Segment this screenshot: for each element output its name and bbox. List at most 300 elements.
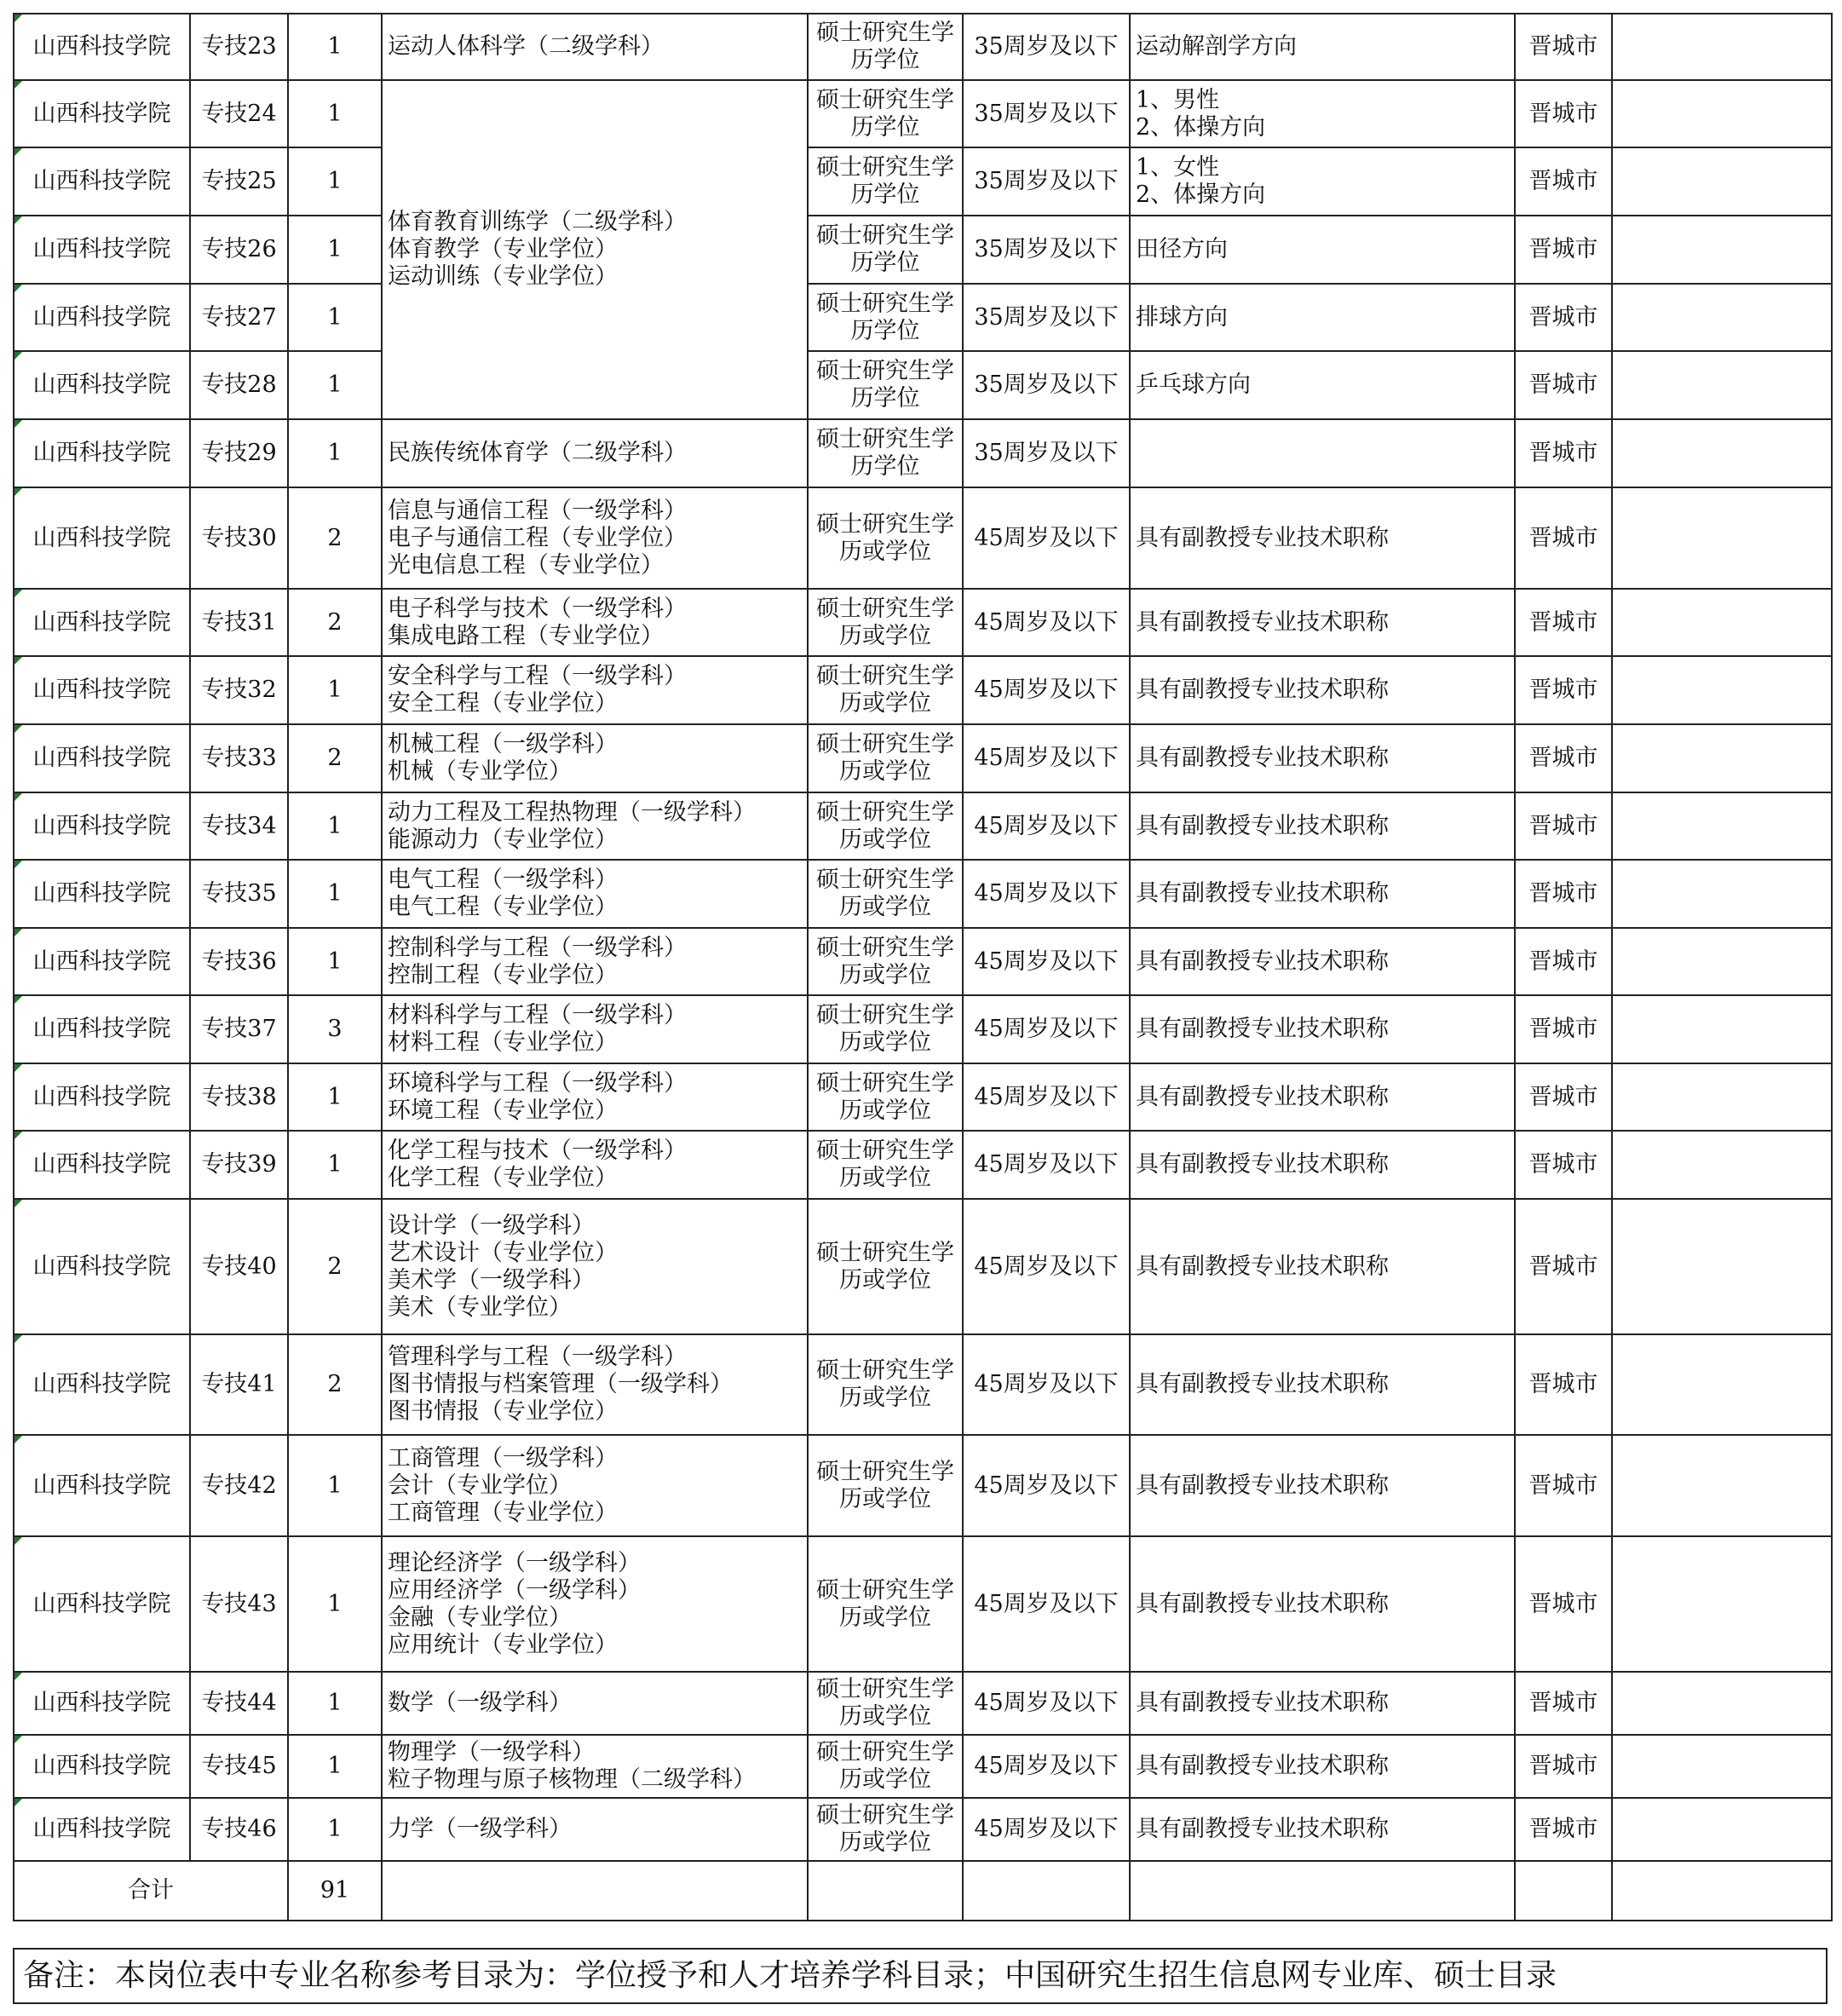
major-cell	[382, 1735, 808, 1798]
major-cell-line: 美术（专业学位）	[388, 1293, 572, 1321]
education-cell	[808, 487, 963, 589]
requirement-cell	[1130, 1199, 1515, 1334]
headcount-cell: 1	[288, 656, 382, 724]
table-row	[14, 147, 1832, 216]
major-cell	[382, 928, 808, 995]
education-cell	[808, 928, 963, 995]
unit-cell: 山西科技学院	[14, 284, 190, 351]
unit-cell: 山西科技学院	[14, 995, 190, 1063]
location-cell: 晋城市	[1515, 1334, 1612, 1435]
education-cell-line: 历学位	[850, 250, 920, 276]
position-code-cell: 专技45	[190, 1735, 288, 1798]
education-cell-line: 硕士研究生学	[816, 510, 954, 538]
requirement-cell-line: 具有副教授专业技术职称	[1136, 1753, 1389, 1779]
unit-cell: 山西科技学院	[14, 724, 190, 792]
location-cell: 晋城市	[1515, 80, 1612, 147]
unit-cell: 山西科技学院	[14, 1063, 190, 1131]
requirement-cell-line: 具有副教授专业技术职称	[1136, 1816, 1389, 1842]
requirement-cell-line: 具有副教授专业技术职称	[1136, 812, 1389, 839]
requirement-cell	[1130, 656, 1515, 724]
location-cell: 晋城市	[1515, 1798, 1612, 1861]
major-cell-line: 会计（专业学位）	[388, 1472, 572, 1499]
major-cell-line: 动力工程及工程热物理（一级学科）	[388, 798, 756, 826]
requirement-cell	[1130, 147, 1515, 216]
education-cell-line: 历或学位	[839, 1385, 931, 1411]
position-code-cell: 专技40	[190, 1199, 288, 1334]
table-row	[14, 995, 1832, 1063]
education-cell	[808, 1435, 963, 1536]
headcount-cell: 1	[288, 147, 382, 216]
age-cell: 45周岁及以下	[963, 995, 1130, 1063]
location-cell: 晋城市	[1515, 1131, 1612, 1199]
position-code-cell: 专技30	[190, 487, 288, 589]
education-cell	[808, 147, 963, 216]
education-cell-line: 硕士研究生学	[816, 290, 954, 317]
unit-cell: 山西科技学院	[14, 1798, 190, 1861]
position-code-cell: 专技33	[190, 724, 288, 792]
education-cell	[808, 1063, 963, 1131]
position-code-cell: 专技24	[190, 80, 288, 147]
position-code-cell: 专技28	[190, 351, 288, 419]
remark-cell	[1612, 147, 1832, 216]
requirement-cell	[1130, 1334, 1515, 1435]
major-cell-line: 管理科学与工程（一级学科）	[388, 1344, 687, 1370]
requirement-cell-line: 具有副教授专业技术职称	[1136, 1151, 1389, 1178]
table-row	[14, 1063, 1832, 1131]
headcount-cell: 1	[288, 14, 382, 80]
major-cell	[382, 995, 808, 1063]
major-cell	[382, 487, 808, 589]
major-cell-line: 材料工程（专业学位）	[388, 1029, 618, 1056]
unit-cell: 山西科技学院	[14, 1536, 190, 1672]
education-cell-line: 历或学位	[839, 1703, 931, 1730]
position-code-cell: 专技32	[190, 656, 288, 724]
major-cell	[382, 792, 808, 860]
education-cell	[808, 1199, 963, 1334]
major-cell-line: 能源动力（专业学位）	[388, 826, 618, 853]
requirement-cell-line: 具有副教授专业技术职称	[1136, 1253, 1389, 1280]
requirement-cell-line: 田径方向	[1136, 236, 1228, 262]
education-cell	[808, 1334, 963, 1435]
remark-cell	[1612, 1672, 1832, 1735]
headcount-cell: 1	[288, 351, 382, 419]
requirement-cell	[1130, 284, 1515, 351]
requirement-cell-line: 1、女性	[1136, 154, 1220, 181]
major-cell-line: 控制工程（专业学位）	[388, 961, 618, 988]
education-cell	[808, 792, 963, 860]
education-cell-line: 硕士研究生学	[816, 86, 954, 113]
table-row	[14, 656, 1832, 724]
requirement-cell	[1130, 1131, 1515, 1199]
headcount-cell: 2	[288, 1334, 382, 1435]
location-cell: 晋城市	[1515, 860, 1612, 928]
education-cell-line: 历或学位	[839, 1029, 931, 1056]
position-code-cell: 专技31	[190, 589, 288, 656]
position-code-cell: 专技37	[190, 995, 288, 1063]
education-cell-line: 历或学位	[839, 894, 931, 920]
age-cell: 45周岁及以下	[963, 1798, 1130, 1861]
requirement-cell	[1130, 792, 1515, 860]
unit-cell: 山西科技学院	[14, 1435, 190, 1536]
education-cell	[808, 1672, 963, 1735]
remark-cell	[1612, 656, 1832, 724]
education-cell	[808, 860, 963, 928]
location-cell: 晋城市	[1515, 792, 1612, 860]
headcount-cell: 2	[288, 487, 382, 589]
major-cell-line: 力学（一级学科）	[388, 1816, 572, 1842]
age-cell: 35周岁及以下	[963, 419, 1130, 487]
major-cell-line: 安全工程（专业学位）	[388, 690, 618, 717]
education-cell	[808, 351, 963, 419]
table-row	[14, 1334, 1832, 1435]
remark-cell	[1612, 1735, 1832, 1798]
remark-cell	[1612, 216, 1832, 284]
headcount-cell: 1	[288, 860, 382, 928]
education-cell-line: 历或学位	[839, 758, 931, 785]
education-cell-line: 硕士研究生学	[816, 595, 954, 622]
unit-cell: 山西科技学院	[14, 928, 190, 995]
education-cell-line: 硕士研究生学	[816, 1357, 954, 1384]
major-cell-line: 美术学（一级学科）	[388, 1266, 595, 1293]
major-cell	[382, 1798, 808, 1861]
remark-cell	[1612, 860, 1832, 928]
education-cell	[808, 80, 963, 147]
major-cell-line: 化学工程（专业学位）	[388, 1165, 618, 1191]
position-code-cell: 专技26	[190, 216, 288, 284]
unit-cell: 山西科技学院	[14, 860, 190, 928]
education-cell-line: 历或学位	[839, 1829, 931, 1856]
remark-cell	[1612, 80, 1832, 147]
headcount-cell: 1	[288, 80, 382, 147]
unit-cell: 山西科技学院	[14, 589, 190, 656]
major-cell-line: 图书情报与档案管理（一级学科）	[388, 1371, 733, 1397]
position-code-cell: 专技42	[190, 1435, 288, 1536]
total-row	[14, 1861, 1832, 1921]
education-cell-line: 硕士研究生学	[816, 426, 954, 452]
major-cell	[382, 1672, 808, 1735]
major-cell	[382, 860, 808, 928]
requirement-cell	[1130, 14, 1515, 80]
headcount-cell: 2	[288, 724, 382, 792]
major-cell-line: 数学（一级学科）	[388, 1690, 572, 1716]
major-cell-line: 电子科学与技术（一级学科）	[388, 595, 687, 622]
education-cell	[808, 419, 963, 487]
major-cell-line: 理论经济学（一级学科）	[388, 1549, 641, 1576]
education-cell	[808, 995, 963, 1063]
remark-cell	[1612, 1798, 1832, 1861]
table-row	[14, 1536, 1832, 1672]
major-cell-line: 运动人体科学（二级学科）	[388, 33, 664, 60]
education-cell-line: 历或学位	[839, 1766, 931, 1793]
requirement-cell	[1130, 1798, 1515, 1861]
education-cell	[808, 1798, 963, 1861]
requirement-cell-line: 具有副教授专业技术职称	[1136, 745, 1389, 771]
requirement-cell	[1130, 589, 1515, 656]
location-cell: 晋城市	[1515, 487, 1612, 589]
major-cell-line: 图书情报（专业学位）	[388, 1398, 618, 1425]
headcount-cell: 1	[288, 1063, 382, 1131]
empty-cell	[1515, 1861, 1612, 1921]
age-cell: 35周岁及以下	[963, 351, 1130, 419]
age-cell: 45周岁及以下	[963, 792, 1130, 860]
position-table	[13, 13, 1833, 1921]
total-label-cell: 合计	[14, 1861, 288, 1921]
unit-cell: 山西科技学院	[14, 216, 190, 284]
table-row	[14, 487, 1832, 589]
requirement-cell	[1130, 1435, 1515, 1536]
position-code-cell: 专技44	[190, 1672, 288, 1735]
requirement-cell-line: 2、体操方向	[1136, 181, 1266, 208]
education-cell-line: 硕士研究生学	[816, 20, 954, 46]
age-cell: 45周岁及以下	[963, 1735, 1130, 1798]
education-cell-line: 硕士研究生学	[816, 798, 954, 826]
table-row	[14, 1672, 1832, 1735]
position-code-cell: 专技29	[190, 419, 288, 487]
education-cell-line: 历学位	[850, 113, 920, 141]
unit-cell: 山西科技学院	[14, 487, 190, 589]
major-cell	[382, 80, 808, 419]
education-cell-line: 硕士研究生学	[816, 1458, 954, 1485]
education-cell-line: 历或学位	[839, 1266, 931, 1293]
headcount-cell: 1	[288, 284, 382, 351]
major-cell	[382, 1131, 808, 1199]
education-cell-line: 硕士研究生学	[816, 358, 954, 384]
requirement-cell-line: 具有副教授专业技术职称	[1136, 1083, 1389, 1110]
location-cell: 晋城市	[1515, 1199, 1612, 1334]
age-cell: 45周岁及以下	[963, 487, 1130, 589]
requirement-cell-line: 具有副教授专业技术职称	[1136, 1690, 1389, 1716]
unit-cell: 山西科技学院	[14, 1131, 190, 1199]
major-cell-line: 应用经济学（一级学科）	[388, 1576, 641, 1604]
requirement-cell	[1130, 419, 1515, 487]
education-cell	[808, 656, 963, 724]
location-cell: 晋城市	[1515, 1435, 1612, 1536]
major-cell-line: 工商管理（一级学科）	[388, 1444, 618, 1472]
empty-cell	[808, 1861, 963, 1921]
education-cell-line: 硕士研究生学	[816, 1676, 954, 1702]
age-cell: 45周岁及以下	[963, 589, 1130, 656]
education-cell	[808, 284, 963, 351]
empty-cell	[1612, 1861, 1832, 1921]
age-cell: 45周岁及以下	[963, 1435, 1130, 1536]
education-cell	[808, 1131, 963, 1199]
requirement-cell	[1130, 860, 1515, 928]
empty-cell	[382, 1861, 808, 1921]
major-cell-line: 物理学（一级学科）	[388, 1739, 595, 1765]
table-row	[14, 351, 1832, 419]
location-cell: 晋城市	[1515, 1735, 1612, 1798]
remark-cell	[1612, 1199, 1832, 1334]
education-cell-line: 历或学位	[839, 826, 931, 853]
requirement-cell-line: 1、男性	[1136, 86, 1220, 113]
major-cell	[382, 1536, 808, 1672]
requirement-cell	[1130, 351, 1515, 419]
education-cell-line: 历学位	[850, 385, 920, 412]
requirement-cell-line: 乒乓球方向	[1136, 372, 1251, 398]
unit-cell: 山西科技学院	[14, 419, 190, 487]
table-row	[14, 1798, 1832, 1861]
headcount-cell: 1	[288, 792, 382, 860]
age-cell: 45周岁及以下	[963, 1672, 1130, 1735]
age-cell: 45周岁及以下	[963, 724, 1130, 792]
requirement-cell-line: 具有副教授专业技术职称	[1136, 1590, 1389, 1617]
remark-cell	[1612, 1131, 1832, 1199]
headcount-cell: 1	[288, 1735, 382, 1798]
requirement-cell	[1130, 487, 1515, 589]
major-cell-line: 金融（专业学位）	[388, 1604, 572, 1631]
table-row	[14, 80, 1832, 147]
education-cell-line: 硕士研究生学	[816, 867, 954, 893]
requirement-cell-line: 排球方向	[1136, 303, 1228, 331]
education-cell-line: 历或学位	[839, 690, 931, 717]
major-cell	[382, 1063, 808, 1131]
table-row	[14, 284, 1832, 351]
major-cell-line: 环境工程（专业学位）	[388, 1097, 618, 1124]
location-cell: 晋城市	[1515, 589, 1612, 656]
location-cell: 晋城市	[1515, 928, 1612, 995]
table-row	[14, 1199, 1832, 1334]
age-cell: 35周岁及以下	[963, 14, 1130, 80]
remark-cell	[1612, 1435, 1832, 1536]
requirement-cell	[1130, 1536, 1515, 1672]
location-cell: 晋城市	[1515, 1672, 1612, 1735]
remark-cell	[1612, 419, 1832, 487]
requirement-cell	[1130, 1735, 1515, 1798]
headcount-cell: 1	[288, 1435, 382, 1536]
education-cell	[808, 1735, 963, 1798]
major-cell-line: 运动训练（专业学位）	[388, 263, 618, 290]
remark-cell	[1612, 1536, 1832, 1672]
position-code-cell: 专技39	[190, 1131, 288, 1199]
unit-cell: 山西科技学院	[14, 14, 190, 80]
major-cell-line: 机械（专业学位）	[388, 758, 572, 785]
unit-cell: 山西科技学院	[14, 1672, 190, 1735]
unit-cell: 山西科技学院	[14, 656, 190, 724]
location-cell: 晋城市	[1515, 1536, 1612, 1672]
education-cell-line: 历或学位	[839, 1097, 931, 1124]
major-cell-line: 环境科学与工程（一级学科）	[388, 1069, 687, 1097]
position-code-cell: 专技46	[190, 1798, 288, 1861]
table-row	[14, 724, 1832, 792]
major-cell	[382, 14, 808, 80]
remark-cell	[1612, 589, 1832, 656]
education-cell	[808, 216, 963, 284]
requirement-cell-line: 具有副教授专业技术职称	[1136, 677, 1389, 703]
headcount-cell: 1	[288, 1131, 382, 1199]
requirement-cell-line: 具有副教授专业技术职称	[1136, 880, 1389, 907]
age-cell: 45周岁及以下	[963, 860, 1130, 928]
location-cell: 晋城市	[1515, 1063, 1612, 1131]
major-cell-line: 设计学（一级学科）	[388, 1212, 595, 1239]
age-cell: 45周岁及以下	[963, 928, 1130, 995]
unit-cell: 山西科技学院	[14, 351, 190, 419]
table-row	[14, 589, 1832, 656]
major-cell-line: 民族传统体育学（二级学科）	[388, 440, 687, 466]
major-cell	[382, 656, 808, 724]
major-cell-line: 体育教育训练学（二级学科）	[388, 209, 687, 235]
age-cell: 35周岁及以下	[963, 284, 1130, 351]
age-cell: 45周岁及以下	[963, 1063, 1130, 1131]
major-cell-line: 安全科学与工程（一级学科）	[388, 663, 687, 689]
remark-cell	[1612, 792, 1832, 860]
position-code-cell: 专技38	[190, 1063, 288, 1131]
empty-cell	[1130, 1861, 1515, 1921]
remark-cell	[1612, 351, 1832, 419]
major-cell	[382, 1334, 808, 1435]
headcount-cell: 1	[288, 1798, 382, 1861]
headcount-cell: 3	[288, 995, 382, 1063]
education-cell-line: 硕士研究生学	[816, 1802, 954, 1829]
education-cell-line: 硕士研究生学	[816, 154, 954, 181]
education-cell-line: 硕士研究生学	[816, 731, 954, 757]
table-row	[14, 419, 1832, 487]
major-cell	[382, 1199, 808, 1334]
education-cell-line: 历或学位	[839, 622, 931, 649]
remark-cell	[1612, 14, 1832, 80]
major-cell	[382, 419, 808, 487]
education-cell-line: 硕士研究生学	[816, 1576, 954, 1604]
table-row	[14, 216, 1832, 284]
table-row	[14, 14, 1832, 80]
requirement-cell-line: 具有副教授专业技术职称	[1136, 1371, 1389, 1397]
requirement-cell	[1130, 216, 1515, 284]
location-cell: 晋城市	[1515, 14, 1612, 80]
education-cell-line: 历学位	[850, 453, 920, 480]
requirement-cell-line: 运动解剖学方向	[1136, 33, 1297, 60]
table-row	[14, 1435, 1832, 1536]
requirement-cell-line: 具有副教授专业技术职称	[1136, 1016, 1389, 1042]
age-cell: 35周岁及以下	[963, 216, 1130, 284]
requirement-cell-line: 具有副教授专业技术职称	[1136, 524, 1389, 551]
education-cell	[808, 724, 963, 792]
major-cell	[382, 724, 808, 792]
education-cell-line: 硕士研究生学	[816, 1739, 954, 1765]
age-cell: 45周岁及以下	[963, 1199, 1130, 1334]
table-body	[14, 14, 1832, 1921]
major-cell-line: 电子与通信工程（专业学位）	[388, 524, 687, 551]
requirement-cell	[1130, 1063, 1515, 1131]
location-cell: 晋城市	[1515, 216, 1612, 284]
location-cell: 晋城市	[1515, 419, 1612, 487]
education-cell-line: 历或学位	[839, 1604, 931, 1631]
requirement-cell-line: 2、体操方向	[1136, 113, 1266, 141]
location-cell: 晋城市	[1515, 724, 1612, 792]
headcount-cell: 1	[288, 1536, 382, 1672]
footnote: 备注：本岗位表中专业名称参考目录为：学位授予和人才培养学科目录；中国研究生招生信息网专业库、硕士目录	[13, 1948, 1828, 2004]
education-cell-line: 历或学位	[839, 961, 931, 988]
education-cell	[808, 1536, 963, 1672]
remark-cell	[1612, 995, 1832, 1063]
remark-cell	[1612, 1063, 1832, 1131]
requirement-cell	[1130, 80, 1515, 147]
headcount-cell: 1	[288, 1672, 382, 1735]
major-cell-line: 电气工程（一级学科）	[388, 867, 618, 893]
position-code-cell: 专技41	[190, 1334, 288, 1435]
requirement-cell	[1130, 995, 1515, 1063]
age-cell: 45周岁及以下	[963, 656, 1130, 724]
major-cell-line: 工商管理（专业学位）	[388, 1499, 618, 1526]
location-cell: 晋城市	[1515, 656, 1612, 724]
major-cell-line: 化学工程与技术（一级学科）	[388, 1138, 687, 1164]
education-cell	[808, 14, 963, 80]
headcount-cell: 2	[288, 589, 382, 656]
table-row	[14, 860, 1832, 928]
age-cell: 45周岁及以下	[963, 1131, 1130, 1199]
major-cell	[382, 589, 808, 656]
total-count-cell: 91	[288, 1861, 382, 1921]
table-row	[14, 792, 1832, 860]
table-row	[14, 928, 1832, 995]
